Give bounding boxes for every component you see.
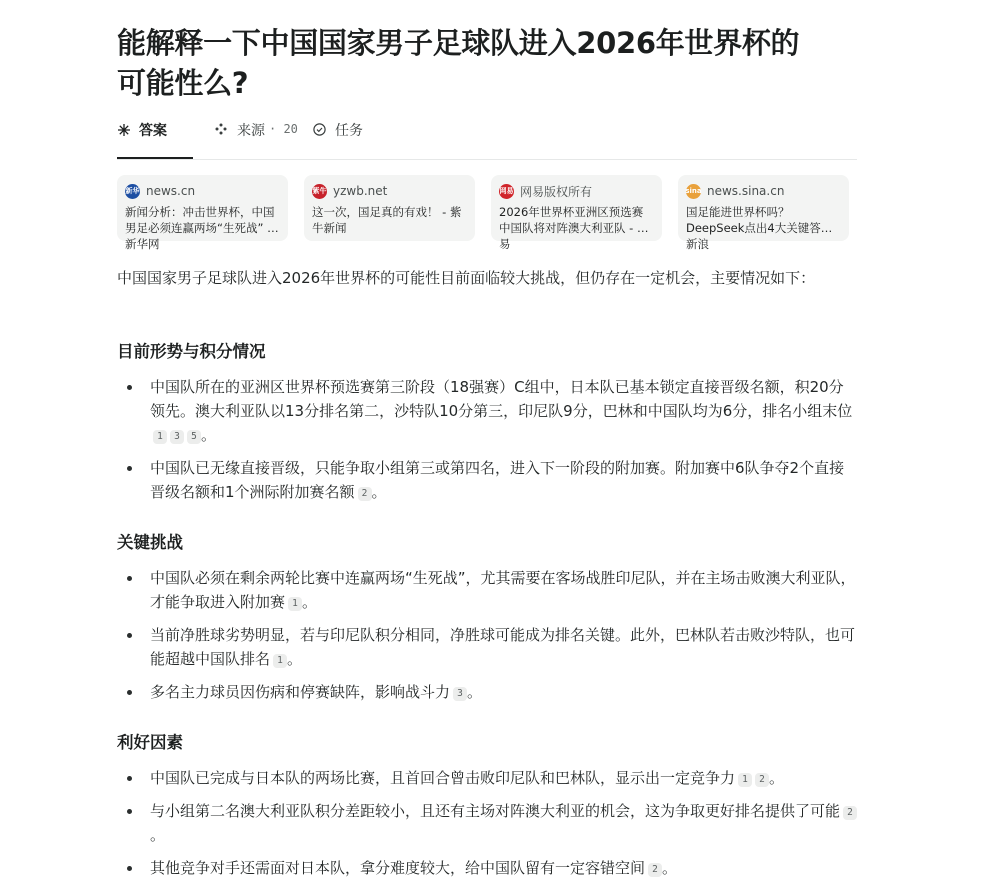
list-item-text: 当前净胜球劣势明显，若与印尼队积分相同，净胜球可能成为排名关键。此外，巴林队若击败沙特队，也可能超越中国队排名 [150, 626, 856, 668]
list-item: 其他竞争对手还需面对日本队，拿分难度较大，给中国队留有一定容错空间 2 。 [117, 856, 857, 880]
list-item-text: 多名主力球员因伤病和停赛缺阵，影响战斗力 [150, 683, 451, 701]
source-domain: news.cn [146, 184, 196, 198]
citation-badge[interactable]: 5 [187, 430, 201, 444]
source-card-header [125, 183, 280, 199]
source-card-header [312, 183, 467, 199]
tab-answer-label: 答案 [139, 123, 167, 139]
answer-body [117, 266, 857, 880]
source-card[interactable] [304, 175, 475, 241]
list-item-text: 中国队必须在剩余两轮比赛中连赢两场“生死战”，尤其需要在客场战胜印尼队，并在主场击败澳大利亚队，才能争取进入附加赛 [150, 569, 856, 611]
source-domain: news.sina.cn [707, 184, 785, 198]
list-item: 中国队所在的亚洲区世界杯预选赛第三阶段（18强赛）C组中，日本队已基本锁定直接晋级名额，积20分领先。澳大利亚队以13分排名第二，沙特队10分第三，印尼队9分，巴林和中国队均为6分，排名小组末位1 3 5 。 [117, 375, 857, 447]
list-item: 中国队已无缘直接晋级，只能争取小组第三或第四名，进入下一阶段的附加赛。附加赛中6队争夺2个直接晋级名额和1个洲际附加赛名额 2 。 [117, 456, 857, 504]
section-heading: 目前形势与积分情况 [117, 342, 266, 361]
citation-badge[interactable]: 3 [170, 430, 184, 444]
citation-badge[interactable]: 1 [273, 654, 287, 668]
tab-tasks-label: 任务 [335, 123, 363, 139]
citation-badge[interactable]: 1 [153, 430, 167, 444]
bullet-list [117, 375, 857, 504]
tab-answer[interactable] [117, 120, 193, 156]
list-item: 中国队必须在剩余两轮比赛中连赢两场“生死战”，尤其需要在客场战胜印尼队，并在主场击败澳大利亚队，才能争取进入附加赛 1 。 [117, 566, 857, 614]
list-item: 当前净胜球劣势明显，若与印尼队积分相同，净胜球可能成为排名关键。此外，巴林队若击败沙特队，也可能超越中国队排名 1 。 [117, 623, 857, 671]
sources-count: · 20 [269, 122, 298, 136]
source-title: 国足能进世界杯吗？DeepSeek点出4大关键答案 - 新浪 [686, 205, 841, 251]
bullet-list [117, 566, 857, 704]
list-item-text: 中国队已无缘直接晋级，只能争取小组第三或第四名，进入下一阶段的附加赛。附加赛中6队争夺2个直接晋级名额和1个洲际附加赛名额 [150, 459, 845, 501]
section-heading: 利好因素 [117, 733, 183, 752]
list-item-text: 中国队所在的亚洲区世界杯预选赛第三阶段（18强赛）C组中，日本队已基本锁定直接晋级名额，积20分领先。澳大利亚队以13分排名第二，沙特队10分第三，印尼队9分，巴林和中国队均为6分，排名小组末位 [150, 378, 853, 420]
citation-badge[interactable]: 2 [843, 806, 857, 820]
source-cards [117, 175, 857, 251]
question-title: 能解释一下中国国家男子足球队进入2026年世界杯的可能性么? [117, 26, 800, 100]
source-card[interactable] [678, 175, 849, 251]
list-item-text: 与小组第二名澳大利亚队积分差距较小，且还有主场对阵澳大利亚的机会，这为争取更好排名提供了可能 [150, 802, 841, 820]
tab-tasks[interactable] [313, 120, 363, 156]
citation-badge[interactable]: 3 [453, 687, 467, 701]
news-cn-favicon-icon: 新华 [125, 184, 140, 199]
answer-icon [117, 123, 131, 137]
sources-icon [215, 123, 229, 137]
list-item: 多名主力球员因伤病和停赛缺阵，影响战斗力 3 。 [117, 680, 857, 704]
yzwb-favicon-icon: 紫牛 [312, 184, 327, 199]
citation-badge[interactable]: 2 [648, 863, 662, 877]
tab-sources-label: 来源 [237, 123, 265, 139]
source-title: 这一次，国足真的有戏！ - 紫牛新闻 [312, 205, 462, 235]
source-title: 新闻分析：冲击世界杯，中国男足必须连赢两场“生死战” - 新华网 [125, 205, 275, 251]
citation-badge[interactable]: 1 [288, 597, 302, 611]
source-domain: yzwb.net [333, 184, 388, 198]
tasks-icon [313, 123, 327, 137]
citation-badge[interactable]: 2 [755, 773, 769, 787]
source-card[interactable] [491, 175, 662, 251]
tab-sources[interactable] [215, 120, 298, 156]
bullet-list [117, 766, 857, 880]
netease-favicon-icon: 网易 [499, 184, 514, 199]
tab-bar [117, 118, 857, 160]
source-title: 2026年世界杯亚洲区预选赛中国队将对阵澳大利亚队 - 网易 [499, 205, 649, 251]
list-item-text: 其他竞争对手还需面对日本队，拿分难度较大，给中国队留有一定容错空间 [150, 859, 646, 877]
citation-badge[interactable]: 2 [358, 487, 372, 501]
list-item: 中国队已完成与日本队的两场比赛，且首回合曾击败印尼队和巴林队，显示出一定竞争力 1 2 。 [117, 766, 857, 790]
source-card-header [686, 183, 841, 199]
sina-favicon-icon: sina [686, 184, 701, 199]
citation-badge[interactable]: 1 [738, 773, 752, 787]
intro-paragraph: 中国国家男子足球队进入2026年世界杯的可能性目前面临较大挑战，但仍存在一定机会，主要情况如下： [117, 269, 816, 287]
source-card-header [499, 183, 654, 199]
source-card[interactable] [117, 175, 288, 251]
list-item: 与小组第二名澳大利亚队积分差距较小，且还有主场对阵澳大利亚的机会，这为争取更好排名提供了可能 2。 [117, 799, 857, 847]
source-domain: 网易版权所有 [520, 184, 593, 199]
section-heading: 关键挑战 [117, 533, 183, 552]
list-item-text: 中国队已完成与日本队的两场比赛，且首回合曾击败印尼队和巴林队，显示出一定竞争力 [150, 769, 736, 787]
